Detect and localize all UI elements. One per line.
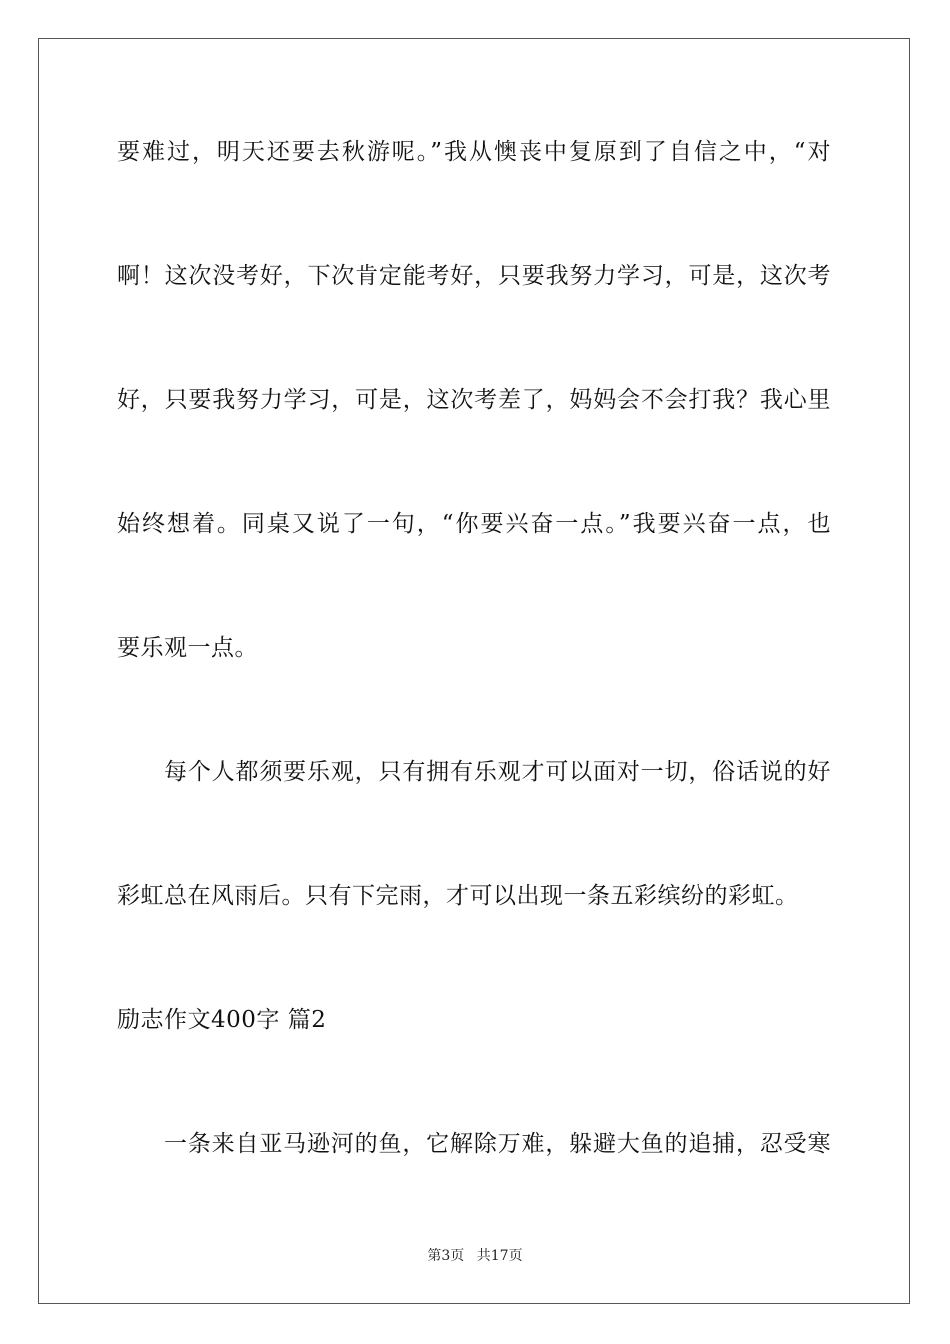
paragraph-line-1: 要难过，明天还要去秋游呢。”我从懊丧中复原到了自信之中，“对 [117,139,831,165]
paragraph-line-7: 彩虹总在风雨后。只有下完雨，才可以出现一条五彩缤纷的彩虹。 [117,883,799,909]
page-total: 共17页 [476,1248,523,1264]
paragraph-line-5: 要乐观一点。 [117,635,258,661]
page-footer [0,1247,950,1265]
paragraph-line-4: 始终想着。同桌又说了一句，“你要兴奋一点。”我要兴奋一点，也 [117,511,831,537]
paragraph-line-8: 一条来自亚马逊河的鱼，它解除万难，躲避大鱼的追捕，忍受寒 [164,1131,831,1157]
paragraph-line-3: 好，只要我努力学习，可是，这次考差了，妈妈会不会打我？我心里 [117,387,831,413]
page-number: 第3页 [427,1248,465,1264]
section-heading: 励志作文400字 篇2 [117,1007,327,1033]
paragraph-line-2: 啊！这次没考好，下次肯定能考好，只要我努力学习，可是，这次考 [117,263,831,289]
paragraph-line-6: 每个人都须要乐观，只有拥有乐观才可以面对一切，俗话说的好 [164,759,831,785]
page-border [38,38,910,1304]
